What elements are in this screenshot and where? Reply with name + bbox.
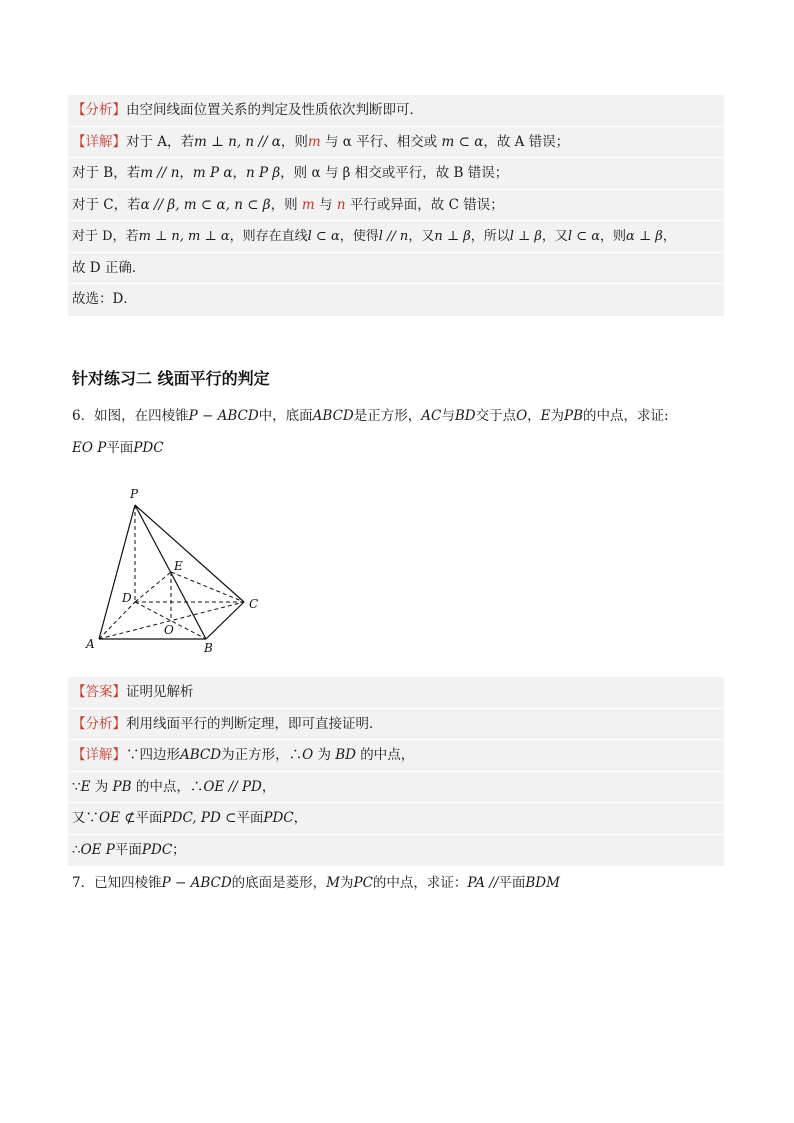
text: ， <box>662 229 676 244</box>
math: l ⊥ β <box>509 229 542 244</box>
math: E <box>540 408 551 424</box>
math: l // n <box>378 229 409 244</box>
text: 平面 <box>236 810 264 826</box>
text: ∵ <box>72 778 81 795</box>
text: ，又 <box>408 229 435 244</box>
question-6-line-1 <box>72 401 669 432</box>
text: ，则存在直线 <box>229 229 308 244</box>
text: 为 <box>339 875 354 891</box>
text: 的中点，求证: <box>583 408 669 424</box>
edge-pa <box>99 505 135 639</box>
analysis-tag: 【分析】 <box>72 102 126 118</box>
answer-text: 证明见解析 <box>126 684 194 700</box>
detail-line-1 <box>68 740 724 772</box>
detail-line-b <box>68 158 724 190</box>
edge-pc <box>135 505 244 602</box>
analysis-line <box>68 95 724 127</box>
analysis-tag: 【分析】 <box>72 715 126 732</box>
math: BD <box>454 408 476 424</box>
detail-line-c <box>68 190 724 222</box>
text: ，则 α 与 β 相交或平行，故 B 错误； <box>280 165 509 181</box>
text: ∴ <box>72 841 81 858</box>
text: 为正方形，∴ <box>221 747 303 763</box>
math: ABCD <box>180 747 222 763</box>
math: m ⊥ n, n // α <box>194 133 281 150</box>
math: m ⊥ n, m ⊥ α <box>138 229 230 244</box>
section-heading: 针对练习二 线面平行的判定 <box>72 369 270 388</box>
math: AC <box>421 408 442 424</box>
math: PA // <box>467 875 499 891</box>
text: 平行或异面，故 C 错误； <box>345 196 504 213</box>
text: 的中点，∴ <box>131 778 204 795</box>
detail-line-4 <box>68 835 724 867</box>
text: 与 α 平行、相交或 <box>320 133 442 150</box>
question-6-line-2 <box>72 433 164 464</box>
text: ，则 <box>270 196 302 213</box>
math: l ⊂ α <box>567 229 601 244</box>
solution-block-2 <box>68 677 724 866</box>
text: 对于 C，若 <box>72 196 141 213</box>
label-d: D <box>122 591 132 605</box>
math: l ⊂ α <box>307 229 340 244</box>
text: ，故 A 错误； <box>483 133 570 150</box>
text: ∵四边形 <box>126 747 180 763</box>
math: α // β, m ⊂ α, n ⊂ β <box>140 196 271 213</box>
label-e: E <box>174 559 183 573</box>
text: ，则 <box>600 229 627 244</box>
math: BDM <box>525 875 560 891</box>
math: E <box>80 778 91 795</box>
detail-line-e <box>68 253 724 285</box>
math: P − ABCD <box>161 875 232 891</box>
math: m ⊂ α <box>441 133 484 150</box>
text: 为 <box>90 778 113 795</box>
analysis-text: 利用线面平行的判断定理，即可直接证明． <box>126 715 383 732</box>
math: P − ABCD <box>188 408 259 424</box>
text: 交于点 <box>475 408 517 424</box>
text: ， <box>261 778 276 795</box>
math: PDC <box>141 841 173 858</box>
math: PDC, PD ⊂ <box>162 810 237 826</box>
text: 平面 <box>498 875 526 891</box>
detail-line-3 <box>68 803 724 835</box>
math: PB <box>112 778 132 795</box>
text: 平面 <box>135 810 163 826</box>
text: 7．已知四棱锥 <box>72 875 162 891</box>
text: 与 <box>314 196 337 213</box>
text: 为 <box>550 408 565 424</box>
math: OE ⊄ <box>99 810 136 826</box>
math: O <box>516 408 528 424</box>
question-7 <box>72 868 560 899</box>
text: 的中点， <box>356 747 415 763</box>
math: O <box>302 747 314 763</box>
text: 故选：D． <box>72 291 137 307</box>
text: 是正方形， <box>353 408 422 424</box>
text: ， <box>293 810 308 826</box>
math: PDC <box>133 440 164 456</box>
analysis-line-2 <box>68 709 724 741</box>
text: 的底面是菱形， <box>231 875 327 891</box>
analysis-text: 由空间线面位置关系的判定及性质依次判断即可． <box>126 102 423 118</box>
math: m P α <box>192 165 233 181</box>
math: n P β <box>246 165 281 181</box>
math: PC <box>353 875 373 891</box>
label-b: B <box>204 641 213 655</box>
text: 对于 A，若 <box>126 133 195 150</box>
math: EO P <box>72 440 107 456</box>
detail-line-2 <box>68 772 724 804</box>
text: ，又 <box>541 229 568 244</box>
text: 的中点，求证： <box>372 875 468 891</box>
text: ， <box>179 165 193 181</box>
text: 6．如图，在四棱锥 <box>72 408 189 424</box>
text: 又∵ <box>72 810 99 826</box>
detail-line-a <box>68 127 724 159</box>
text: 为 <box>313 747 336 763</box>
segment-ec <box>171 572 244 602</box>
math: n <box>336 196 346 213</box>
math: m <box>301 196 315 213</box>
math: m // n <box>140 165 180 181</box>
text: 对于 D，若 <box>72 229 139 244</box>
label-c: C <box>249 597 259 611</box>
detail-line-d <box>68 221 724 253</box>
edge-bc <box>206 602 244 639</box>
math: ABCD <box>312 408 354 424</box>
math: PB <box>564 408 584 424</box>
choice-line <box>68 284 724 316</box>
math: m <box>307 133 321 150</box>
text: ； <box>172 841 186 858</box>
text: 中，底面 <box>258 408 313 424</box>
math: BD <box>335 747 356 763</box>
segment-de <box>135 572 171 602</box>
text: 对于 B，若 <box>72 165 141 181</box>
detail-tag: 【详解】 <box>72 133 126 150</box>
label-p: P <box>130 487 139 501</box>
math: OE // PD <box>203 778 262 795</box>
math: M <box>326 875 340 891</box>
solution-block-1 <box>68 95 724 316</box>
answer-line <box>68 677 724 709</box>
text: ， <box>232 165 246 181</box>
text: 故 D 正确． <box>72 259 146 276</box>
text: ，则 <box>280 133 308 150</box>
text: ，所以 <box>470 229 510 244</box>
text: 平面 <box>106 440 134 456</box>
text: ，使得 <box>339 229 379 244</box>
text: 与 <box>441 408 455 424</box>
text: ， <box>527 408 541 424</box>
math: α ⊥ β <box>626 229 663 244</box>
answer-tag: 【答案】 <box>72 684 126 700</box>
math: OE P <box>80 841 115 858</box>
text: 平面 <box>114 841 142 858</box>
math: PDC <box>263 810 294 826</box>
detail-tag: 【详解】 <box>72 747 126 763</box>
pyramid-figure <box>78 484 278 664</box>
label-a: A <box>86 637 95 651</box>
label-o: O <box>164 623 174 637</box>
math: n ⊥ β <box>434 229 471 244</box>
